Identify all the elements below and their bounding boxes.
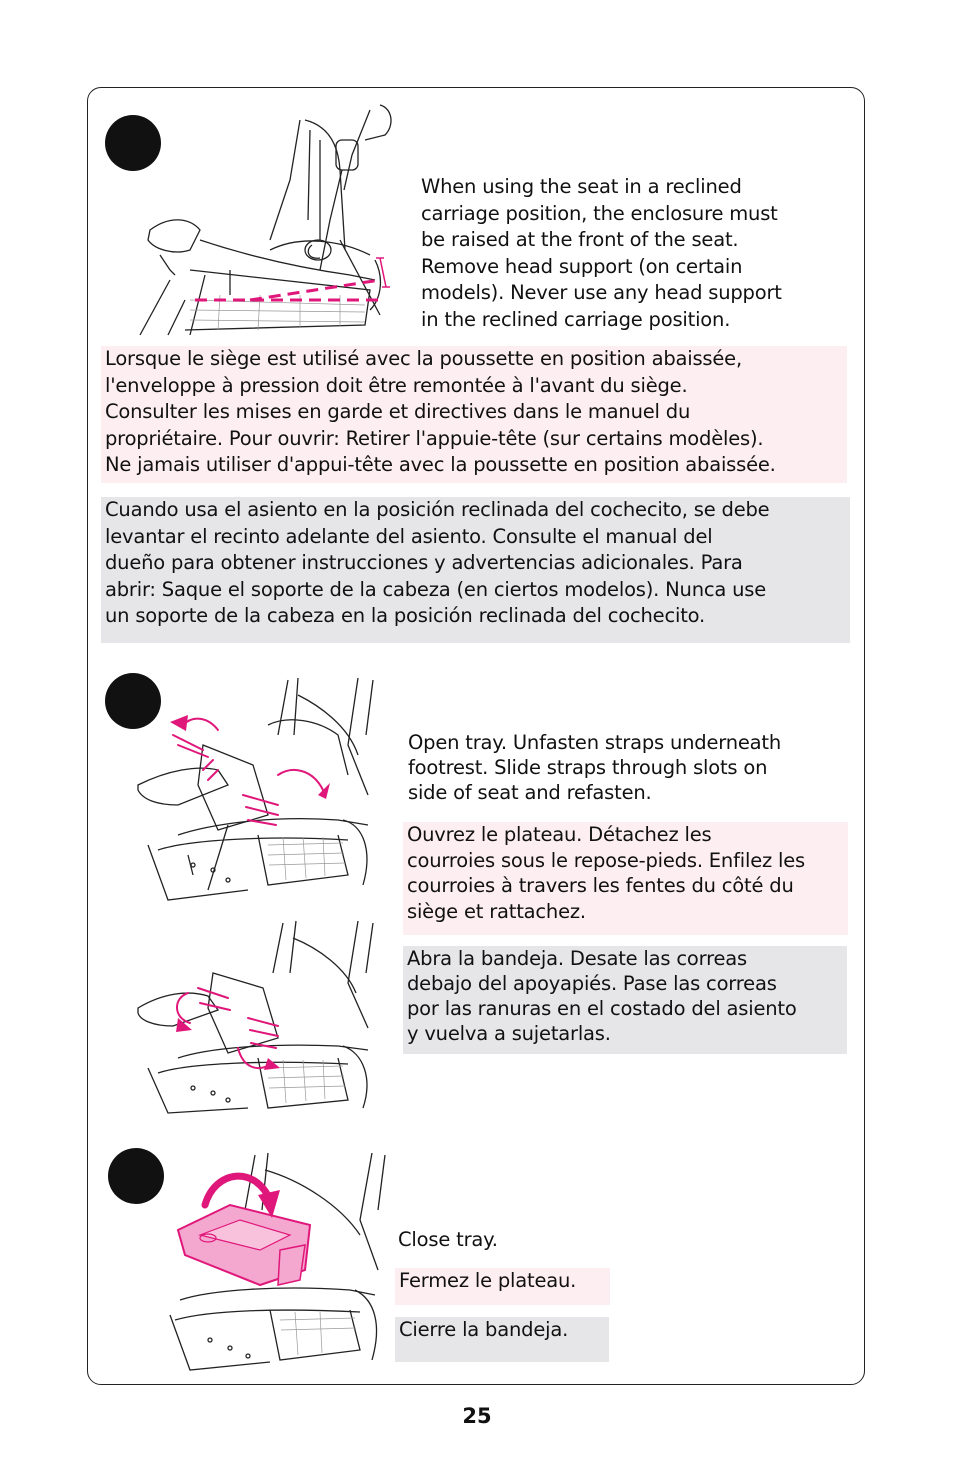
section3-french-text: Fermez le plateau. [399,1269,577,1292]
section2-english-text: Open tray. Unfasten straps underneath footrest. Slide straps through slots on side of seat and refasten. [408,731,782,804]
reclined-stroller-illustration [130,100,400,340]
section2-spanish-text: Abra la bandeja. Desate las correas debajo del apoyapiés. Pase las correas por las ranuras en el costado del asiento y vuelva a sujetarlas. [407,947,797,1045]
section3-english-text: Close tray. [398,1228,498,1251]
section2-french-text: Ouvrez le plateau. Détachez les courroies sous le repose-pieds. Enfilez les courroies à travers les fentes du côté du siège et rattachez. [407,823,805,923]
section1-french-text: Lorsque le siège est utilisé avec la poussette en position abaissée, l'enveloppe à pression doit être remontée à l'avant du siège. Consulter les mises en garde et directives dans le manuel du propriétaire. Pour ouvrir: Retirer l'appuie-tête (sur certains modèles). Ne jamais utiliser d'appui-tête avec la poussette en position abaissée. [105,347,776,476]
open-tray-illustration [118,675,393,905]
step-marker-3 [108,1148,164,1204]
section1-spanish-text: Cuando usa el asiento en la posición reclinada del cochecito, se debe levantar el recinto adelante del asiento. Consulte el manual del dueño para obtener instrucciones y advertencias adicionales. Para abrir: Saque el soporte de la cabeza (en ciertos modelos). Nunca use un soporte de la cabeza en la posición reclinada del cochecito. [105,498,770,627]
page-number: 25 [462,1404,492,1428]
section1-spanish-box [101,497,850,643]
section3-french-box [395,1268,610,1305]
section1-english-text: When using the seat in a reclined carriage position, the enclosure must be raised at the front of the seat. Remove head support (on certain models). Never use any head support in the reclined carriage position. [421,175,782,331]
refasten-straps-illustration [118,918,393,1118]
section1-french-box [101,346,847,483]
section2-french-box [403,822,848,935]
close-tray-illustration [160,1150,390,1375]
section3-spanish-text: Cierre la bandeja. [399,1318,569,1341]
section2-spanish-box [403,946,847,1054]
section3-spanish-box [395,1317,609,1362]
